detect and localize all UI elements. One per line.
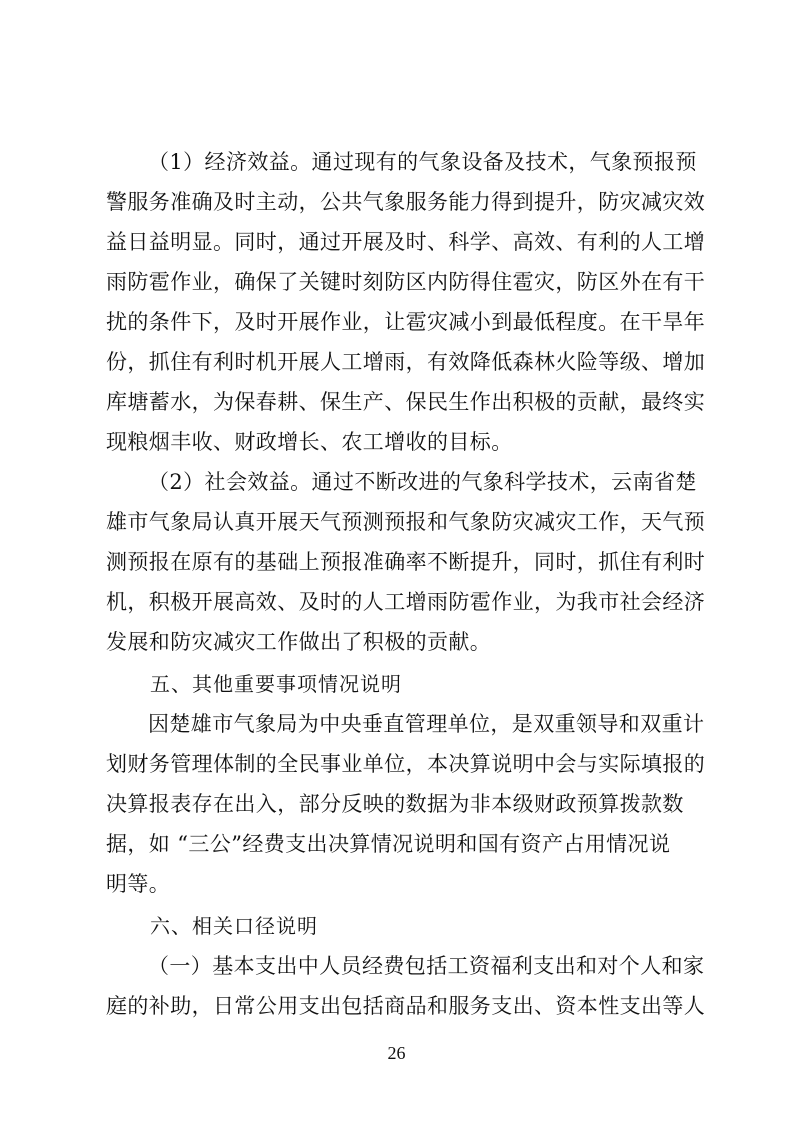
text-line: 现粮烟丰收、财政增长、农工增收的目标。 — [106, 430, 513, 454]
section-heading-six: 六、相关口径说明 — [150, 914, 318, 938]
text-line: 机，积极开展高效、及时的人工增雨防雹作业，为我市社会经济 — [106, 590, 706, 614]
text-line: 份，抓住有利时机开展人工增雨，有效降低森林火险等级、增加 — [106, 350, 706, 374]
text-line: 库塘蓄水，为保春耕、保生产、保民生作出积极的贡献，最终实 — [106, 390, 706, 414]
text-line: 益日益明显。同时，通过开展及时、科学、高效、有利的人工增 — [106, 230, 706, 254]
text-line: 警服务准确及时主动，公共气象服务能力得到提升，防灾减灾效 — [106, 190, 706, 214]
text-line: 庭的补助，日常公用支出包括商品和服务支出、资本性支出等人 — [106, 994, 706, 1018]
text-line: （1）经济效益。通过现有的气象设备及技术，气象预报预 — [148, 150, 697, 174]
page-number: 26 — [387, 1043, 406, 1063]
text-line: 雨防雹作业，确保了关键时刻防区内防得住雹灾，防区外在有干 — [106, 270, 706, 294]
text-line: 据，如 “三公”经费支出决算情况说明和国有资产占用情况说 — [106, 832, 671, 856]
section-heading-five: 五、其他重要事项情况说明 — [150, 672, 402, 696]
text-line: 雄市气象局认真开展天气预测预报和气象防灾减灾工作，天气预 — [106, 510, 706, 534]
text-line: （2）社会效益。通过不断改进的气象科学技术，云南省楚 — [148, 470, 697, 494]
text-line: 测预报在原有的基础上预报准确率不断提升，同时，抓住有利时 — [106, 550, 706, 574]
text-line: 明等。 — [106, 872, 171, 896]
text-line: 发展和防灾减灾工作做出了积极的贡献。 — [106, 630, 492, 654]
text-line: 划财务管理体制的全民事业单位，本决算说明中会与实际填报的 — [106, 752, 706, 776]
text-line: 因楚雄市气象局为中央垂直管理单位，是双重领导和双重计 — [148, 712, 705, 736]
text-line: 扰的条件下，及时开展作业，让雹灾减小到最低程度。在干旱年 — [106, 310, 706, 334]
text-line: 决算报表存在出入，部分反映的数据为非本级财政预算拨款数 — [106, 792, 684, 816]
text-line: （一）基本支出中人员经费包括工资福利支出和对个人和家 — [148, 954, 705, 978]
